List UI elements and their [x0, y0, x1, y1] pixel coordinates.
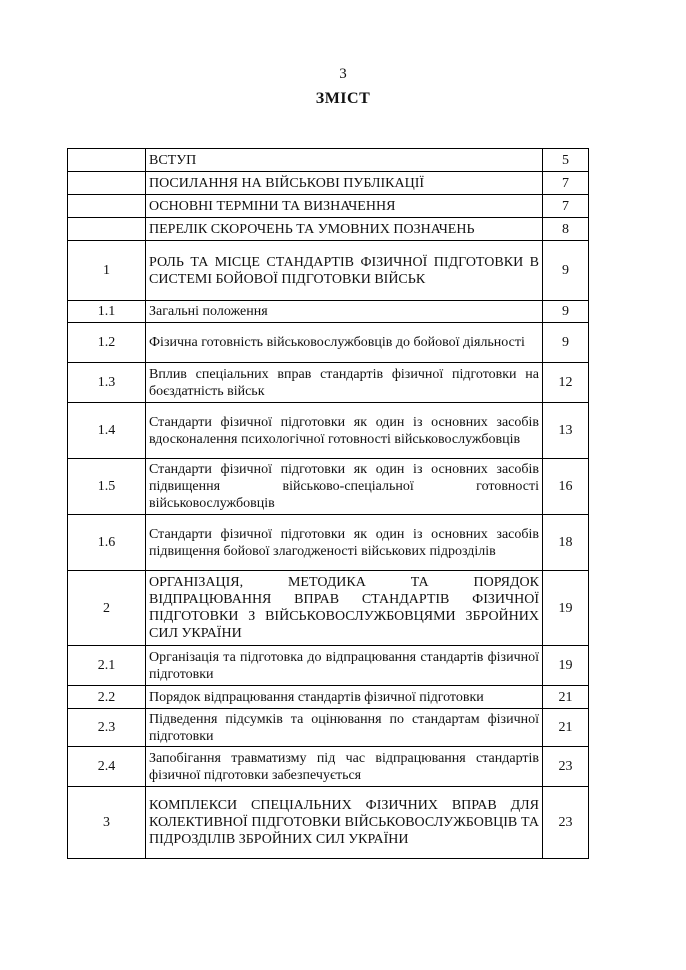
toc-row	[68, 646, 589, 686]
toc-row	[68, 195, 589, 218]
toc-page: 19	[543, 646, 589, 686]
toc-number	[68, 149, 146, 172]
toc-row	[68, 323, 589, 363]
toc-page: 18	[543, 515, 589, 571]
toc-title: ПОСИЛАННЯ НА ВІЙСЬКОВІ ПУБЛІКАЦІЇ	[146, 172, 543, 195]
toc-title: Порядок відпрацювання стандартів фізичної підготовки	[146, 686, 543, 709]
toc-number: 2	[68, 571, 146, 646]
toc-page: 8	[543, 218, 589, 241]
toc-title: Стандарти фізичної підготовки як один із основних засобів підвищення бойової злагодженості військових підрозділів	[146, 515, 543, 571]
toc-row	[68, 515, 589, 571]
toc-row	[68, 301, 589, 323]
toc-page: 21	[543, 709, 589, 747]
toc-row	[68, 403, 589, 459]
toc-title: Вплив спеціальних вправ стандартів фізичної підготовки на боєздатність військ	[146, 363, 543, 403]
toc-title: ВСТУП	[146, 149, 543, 172]
page-title: ЗМІСТ	[315, 90, 371, 107]
toc-title: Стандарти фізичної підготовки як один із основних засобів підвищення військово-спеціальної готовності військовослужбовців	[146, 459, 543, 515]
toc-title: Запобігання травматизму під час відпрацювання стандартів фізичної підготовки забезпечується	[146, 747, 543, 787]
toc-page: 12	[543, 363, 589, 403]
toc-number: 2.4	[68, 747, 146, 787]
toc-page: 9	[543, 241, 589, 301]
toc-page: 7	[543, 195, 589, 218]
toc-number: 1.2	[68, 323, 146, 363]
toc-number	[68, 195, 146, 218]
toc-title: КОМПЛЕКСИ СПЕЦІАЛЬНИХ ФІЗИЧНИХ ВПРАВ ДЛЯ КОЛЕКТИВНОЇ ПІДГОТОВКИ ВІЙСЬКОВОСЛУЖБОВЦІВ ТА ПІДРОЗДІЛІВ ЗБРОЙНИХ СИЛ УКРАЇНИ	[146, 787, 543, 859]
toc-page: 23	[543, 787, 589, 859]
toc-table	[67, 148, 589, 859]
toc-page: 23	[543, 747, 589, 787]
toc-number: 2.2	[68, 686, 146, 709]
toc-title: Фізична готовність військовослужбовців до бойової діяльності	[146, 323, 543, 363]
toc-number	[68, 218, 146, 241]
toc-number: 2.3	[68, 709, 146, 747]
toc-title: Підведення підсумків та оцінювання по стандартам фізичної підготовки	[146, 709, 543, 747]
toc-title: ОРГАНІЗАЦІЯ, МЕТОДИКА ТА ПОРЯДОК ВІДПРАЦЮВАННЯ ВПРАВ СТАНДАРТІВ ФІЗИЧНОЇ ПІДГОТОВКИ З ВІЙСЬКОВОСЛУЖБОВЦЯМИ ЗБРОЙНИХ СИЛ УКРАЇНИ	[146, 571, 543, 646]
toc-number: 3	[68, 787, 146, 859]
toc-page: 19	[543, 571, 589, 646]
toc-row	[68, 571, 589, 646]
toc-page: 7	[543, 172, 589, 195]
toc-number: 1.3	[68, 363, 146, 403]
toc-number: 1.5	[68, 459, 146, 515]
toc-row	[68, 787, 589, 859]
toc-number	[68, 172, 146, 195]
toc-row	[68, 709, 589, 747]
toc-page: 9	[543, 301, 589, 323]
toc-row	[68, 459, 589, 515]
toc-page: 9	[543, 323, 589, 363]
toc-number: 1.6	[68, 515, 146, 571]
toc-row	[68, 172, 589, 195]
toc-number: 2.1	[68, 646, 146, 686]
toc-row	[68, 218, 589, 241]
toc-number: 1.1	[68, 301, 146, 323]
toc-title: Організація та підготовка до відпрацювання стандартів фізичної підготовки	[146, 646, 543, 686]
toc-page: 21	[543, 686, 589, 709]
toc-title: Стандарти фізичної підготовки як один із основних засобів вдосконалення психологічної готовності військовослужбовців	[146, 403, 543, 459]
toc-row	[68, 747, 589, 787]
toc-row	[68, 686, 589, 709]
toc-number: 1.4	[68, 403, 146, 459]
toc-title: Загальні положення	[146, 301, 543, 323]
toc-title: ОСНОВНІ ТЕРМІНИ ТА ВИЗНАЧЕННЯ	[146, 195, 543, 218]
toc-row	[68, 241, 589, 301]
toc-row	[68, 363, 589, 403]
toc-page: 13	[543, 403, 589, 459]
toc-title: ПЕРЕЛІК СКОРОЧЕНЬ ТА УМОВНИХ ПОЗНАЧЕНЬ	[146, 218, 543, 241]
page-number: 3	[339, 66, 347, 82]
toc-row	[68, 149, 589, 172]
toc-page: 5	[543, 149, 589, 172]
toc-page: 16	[543, 459, 589, 515]
toc-number: 1	[68, 241, 146, 301]
toc-title: РОЛЬ ТА МІСЦЕ СТАНДАРТІВ ФІЗИЧНОЇ ПІДГОТОВКИ В СИСТЕМІ БОЙОВОЇ ПІДГОТОВКИ ВІЙСЬК	[146, 241, 543, 301]
